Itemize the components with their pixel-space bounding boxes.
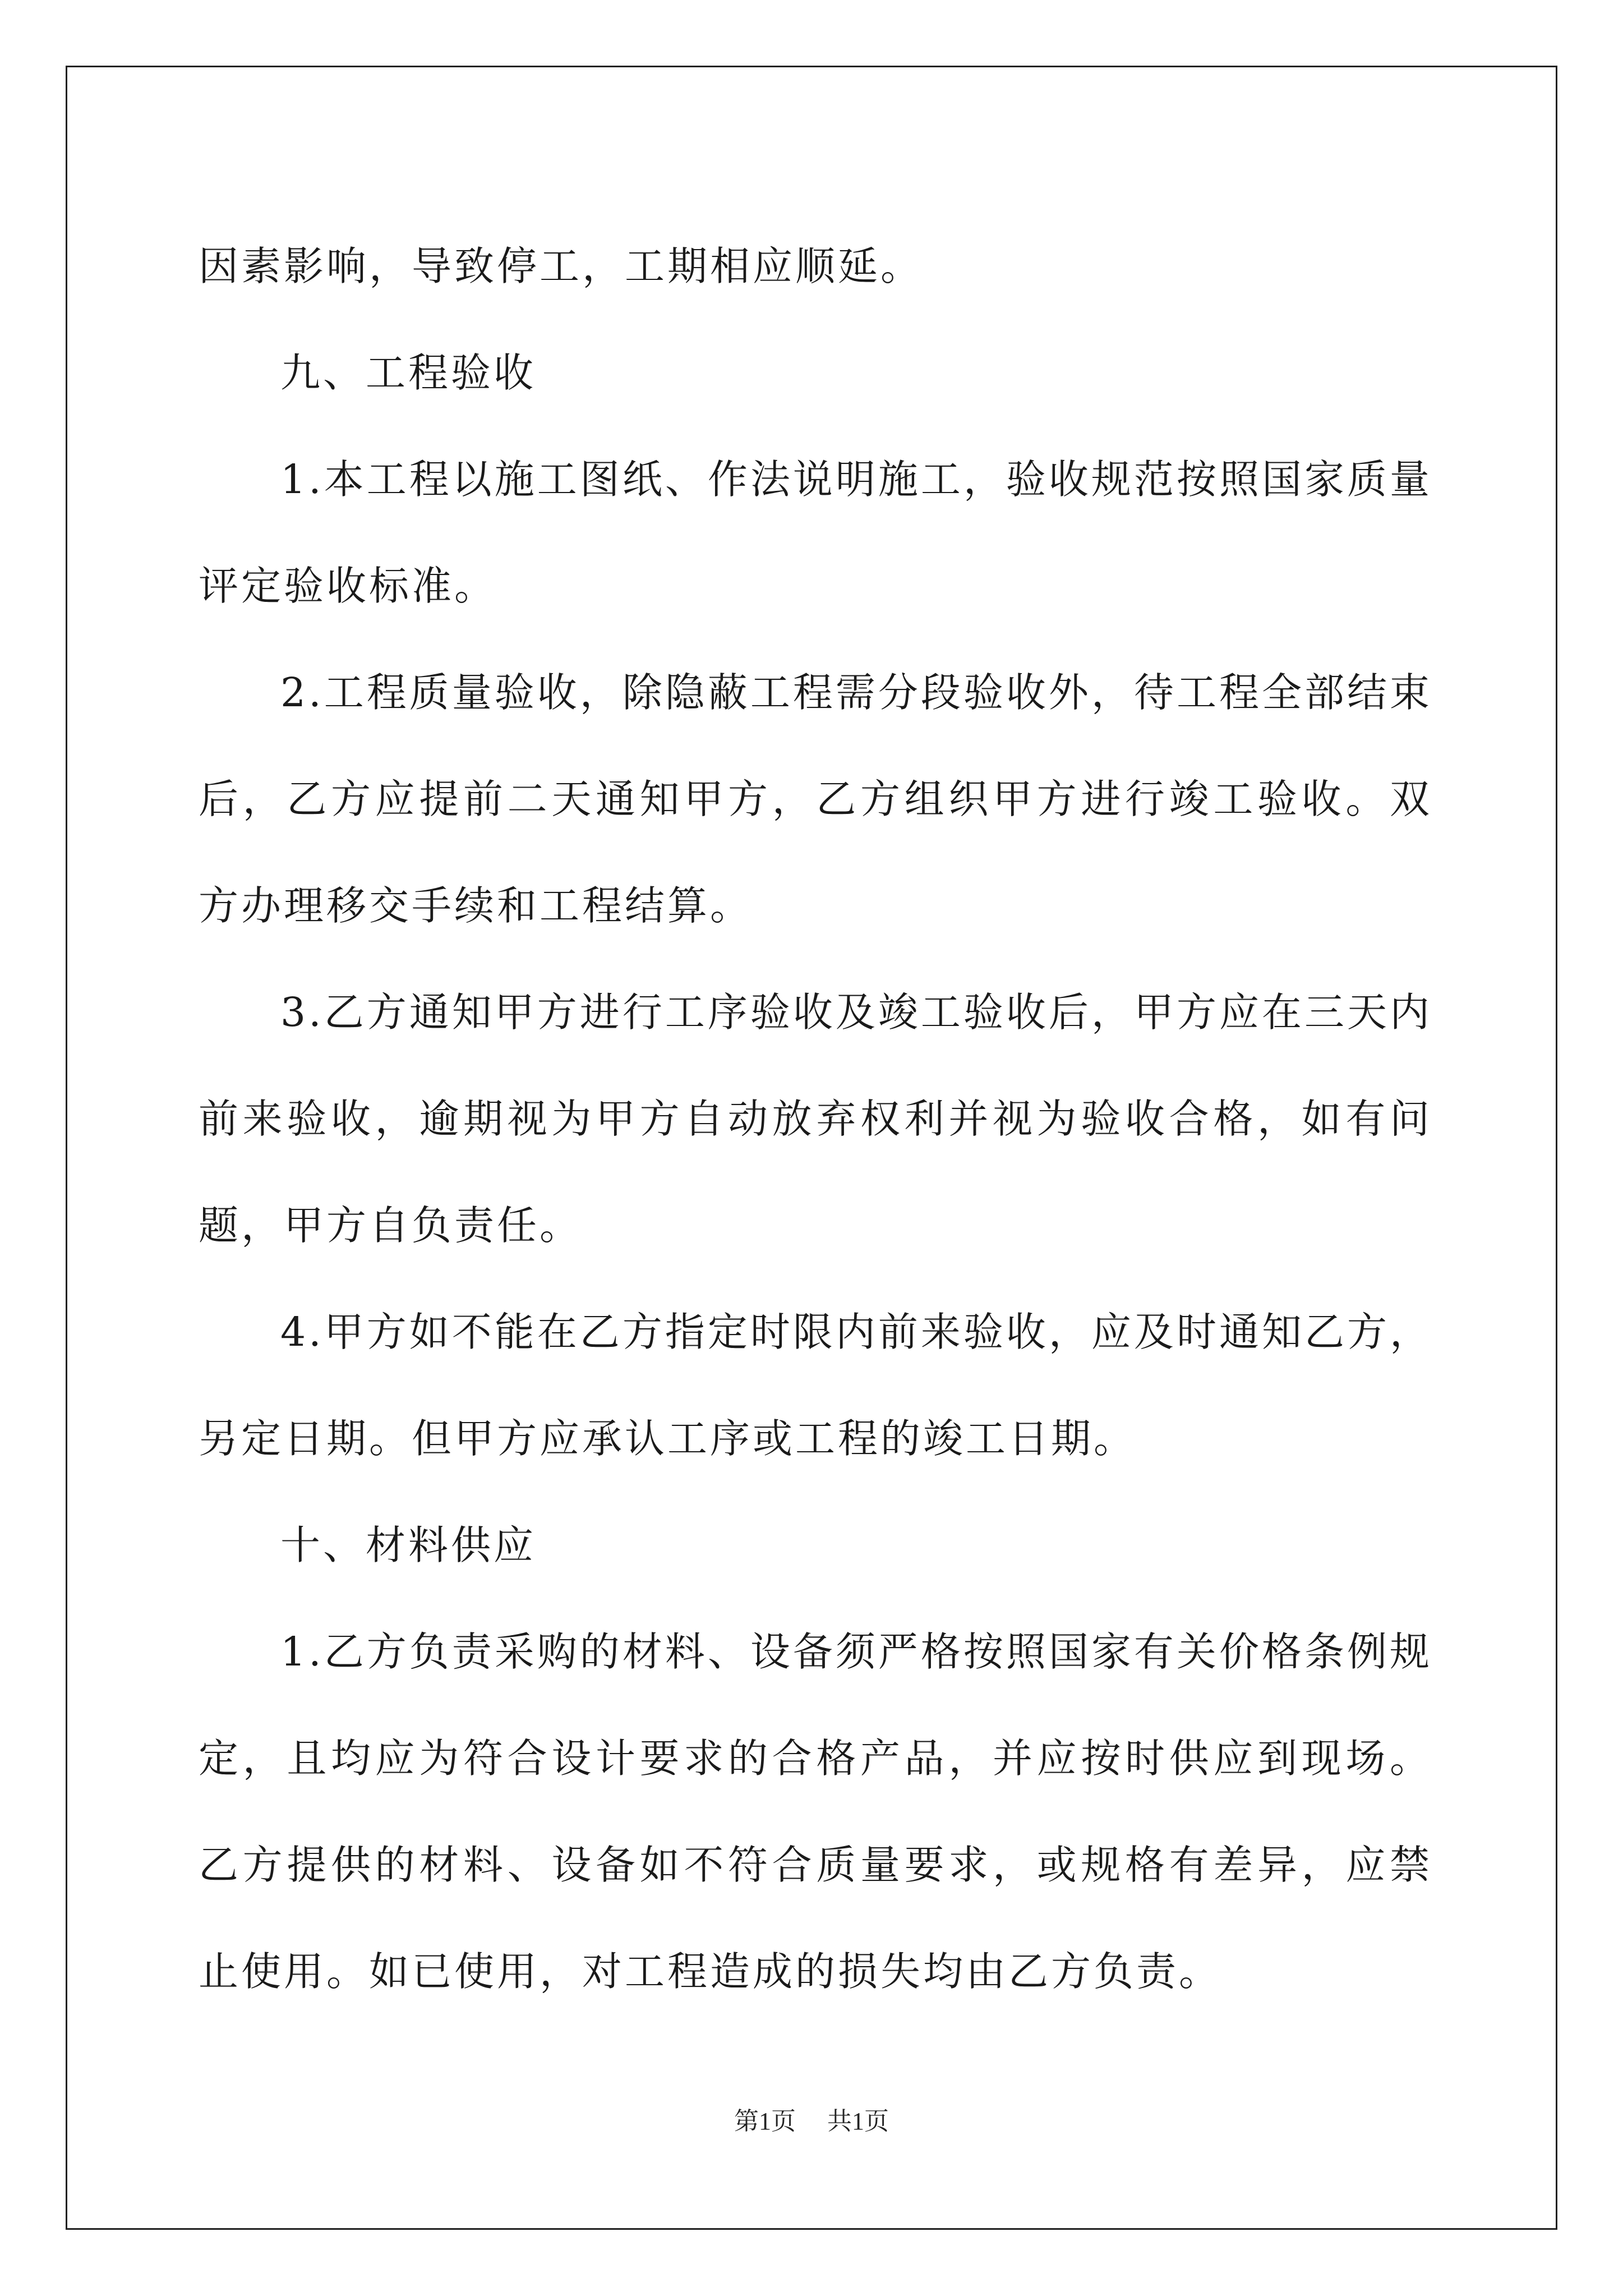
materials-clause-1: 1.乙方负责采购的材料、设备须严格按照国家有关价格条例规定，且均应为符合设计要求的合格产品，并应按时供应到现场。乙方提供的材料、设备如不符合质量要求，或规格有差异，应禁止使用。如已使用，对工程造成的损失均由乙方负责。 xyxy=(199,1628,1432,1995)
section-heading-acceptance: 九、工程验收 xyxy=(280,349,537,396)
acceptance-clause-4: 4.甲方如不能在乙方指定时限内前来验收，应及时通知乙方，另定日期。但甲方应承认工序或工程的竣工日期。 xyxy=(199,1309,1432,1462)
page-total: 共1页 xyxy=(827,2108,889,2135)
acceptance-clause-2: 2.工程质量验收，除隐蔽工程需分段验收外，待工程全部结束后，乙方应提前二天通知甲方，乙方组织甲方进行竣工验收。双方办理移交手续和工程结算。 xyxy=(199,669,1432,929)
section-heading-materials: 十、材料供应 xyxy=(280,1522,537,1568)
acceptance-clause-1: 1.本工程以施工图纸、作法说明施工，验收规范按照国家质量评定验收标准。 xyxy=(199,456,1432,609)
document-body xyxy=(199,213,1432,2025)
page-number: 第1页 xyxy=(734,2108,796,2135)
paragraph-continuation: 因素影响，导致停工，工期相应顺延。 xyxy=(199,243,924,289)
page-footer xyxy=(0,2101,1623,2137)
acceptance-clause-3: 3.乙方通知甲方进行工序验收及竣工验收后，甲方应在三天内前来验收，逾期视为甲方自动放弃权利并视为验收合格，如有问题，甲方自负责任。 xyxy=(199,989,1432,1249)
